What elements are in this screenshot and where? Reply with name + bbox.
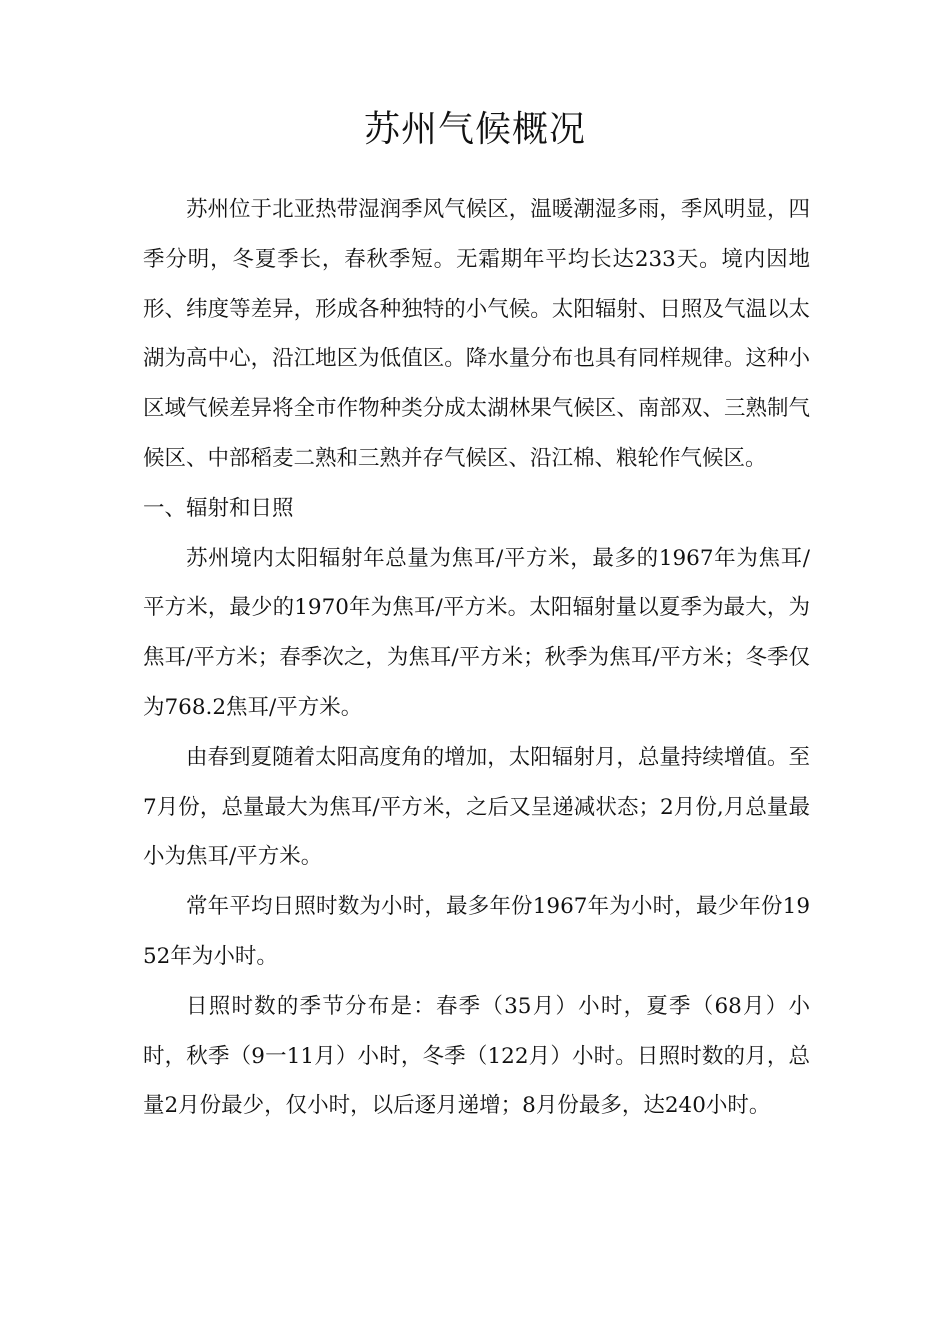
document-title: 苏州气候概况 bbox=[363, 109, 586, 150]
sunshine-hours-paragraph: 常年平均日照时数为小时，最多年份1967年为小时，最少年份1952年为小时。 bbox=[143, 894, 810, 969]
intro-paragraph: 苏州位于北亚热带湿润季风气候区，温暖潮湿多雨，季风明显，四季分明，冬夏季长，春秋季短。无霜期年平均长达233天。境内因地形、纬度等差异，形成各种独特的小气候。太阳辐射、日照及气温以太湖为高中心，沿江地区为低值区。降水量分布也具有同样规律。这种小区域气候差异将全市作物种类分成太湖林果气候区、南部双、三熟制气候区、中部稻麦二熟和三熟并存气候区、沿江棉、粮轮作气候区。 bbox=[143, 197, 810, 471]
seasonal-sunshine-paragraph: 日照时数的季节分布是：春季（35月）小时，夏季（68月）小时，秋季（9一11月）小时，冬季（122月）小时。日照时数的月，总量2月份最少，仅小时，以后逐月递增；8月份最多，达240小时。 bbox=[143, 993, 810, 1119]
radiation-paragraph: 苏州境内太阳辐射年总量为焦耳/平方米，最多的1967年为焦耳/平方米，最少的1970年为焦耳/平方米。太阳辐射量以夏季为最大，为焦耳/平方米；春季次之，为焦耳/平方米；秋季为焦耳/平方米；冬季仅为768.2焦耳/平方米。 bbox=[143, 545, 810, 720]
document-body bbox=[143, 185, 810, 1131]
section-heading-radiation: 一、辐射和日照 bbox=[143, 495, 294, 521]
monthly-radiation-paragraph: 由春到夏随着太阳高度角的增加，太阳辐射月，总量持续增值。至7月份，总量最大为焦耳/平方米，之后又呈递减状态；2月份,月总量最小为焦耳/平方米。 bbox=[143, 744, 810, 870]
